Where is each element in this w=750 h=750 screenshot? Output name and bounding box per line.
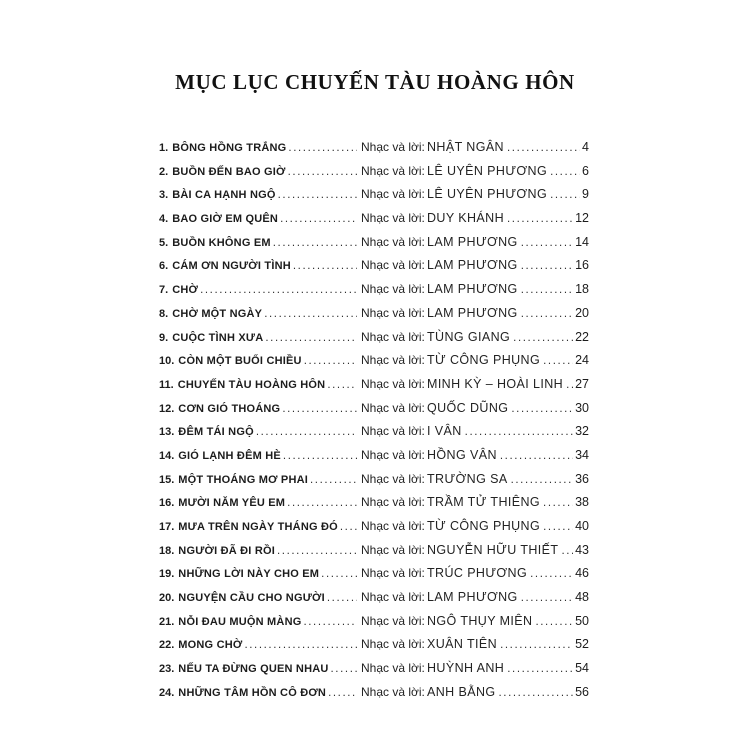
credit-label: Nhạc và lời: [361,376,425,391]
composer-group [427,443,589,469]
song-title-group [159,230,361,256]
song-number: 10. [159,355,175,368]
composer-name: NGÔ THỤY MIÊN [427,613,533,628]
song-title: CHUYẾN TÀU HOÀNG HÔN [177,378,326,391]
dot-leader [561,538,573,564]
song-title: MONG CHỜ [178,639,243,652]
credit-label: Nhạc và lời: [361,353,425,368]
song-title: CƠN GIÓ THOÁNG [178,402,281,415]
dot-leader [543,490,573,516]
dot-leader [288,159,357,185]
composer-name: LÊ UYÊN PHƯƠNG [427,187,548,202]
toc-row [159,325,589,349]
song-title: BUỒN KHÔNG EM [172,236,271,249]
song-number: 5. [159,236,169,249]
composer-name: XUÂN TIÊN [427,637,498,652]
song-number: 24. [159,686,175,699]
dot-leader [321,561,357,587]
composer-group [427,467,589,493]
dot-leader [280,206,357,232]
toc-row [159,230,589,254]
song-title: CHỜ [172,284,199,297]
composer-name: ANH BẰNG [427,684,496,699]
dot-leader [511,396,573,422]
credit-label: Nhạc và lời: [361,400,425,415]
credit-label: Nhạc và lời: [361,305,425,320]
song-number: 7. [159,284,169,297]
composer-name: LÊ UYÊN PHƯƠNG [427,163,548,178]
song-title-group [159,348,361,374]
song-title: BAO GIỜ EM QUÊN [172,213,279,226]
composer-group [427,230,589,256]
composer-group [427,538,589,564]
composer-group [427,182,589,208]
song-number: 14. [159,449,175,462]
page-number: 38 [575,495,589,510]
song-number: 2. [159,165,169,178]
song-number: 23. [159,663,175,676]
toc-row [159,348,589,372]
dot-leader [521,230,573,256]
song-title: MƯỜI NĂM YÊU EM [178,497,286,510]
dot-leader [256,419,357,445]
song-number: 20. [159,592,175,605]
composer-name: TỪ CÔNG PHỤNG [427,519,541,533]
page-number: 18 [575,282,589,297]
credit-label: Nhạc và lời: [361,613,425,628]
credit-label: Nhạc và lời: [361,424,425,439]
composer-name: TRẦM TỬ THIÊNG [427,495,541,510]
dot-leader [507,656,573,682]
dot-leader [310,467,357,493]
composer-group [427,680,589,706]
dot-leader [499,680,574,706]
composer-group [427,561,589,587]
credit-label: Nhạc và lời: [361,211,425,226]
credit-label: Nhạc và lời: [361,234,425,249]
song-title-group [159,561,361,587]
song-number: 13. [159,426,175,439]
credit-label: Nhạc và lời: [361,163,425,178]
dot-leader [278,182,357,208]
song-number: 17. [159,521,175,533]
composer-group [427,585,589,611]
song-title-group [159,253,361,279]
toc-row [159,301,589,325]
dot-leader [287,490,357,516]
page-number: 16 [575,258,589,273]
composer-group [427,206,589,232]
song-title: BÀI CA HẠNH NGỘ [172,189,276,202]
song-title-group [159,680,361,706]
page-number: 43 [575,542,589,557]
page-number: 6 [582,163,589,178]
song-title-group [159,396,361,422]
dot-leader [277,538,357,564]
credit-label: Nhạc và lời: [361,258,425,273]
toc-row [159,467,589,491]
page-number: 52 [575,637,589,652]
song-title-group [159,609,361,635]
credit-label: Nhạc và lời: [361,471,425,486]
dot-leader [327,372,357,398]
credit-label: Nhạc và lời: [361,329,425,344]
dot-leader [521,253,573,279]
dot-leader [511,467,574,493]
dot-leader [244,632,357,658]
page-number: 12 [575,211,589,226]
dot-leader [521,585,573,611]
composer-name: TỪ CÔNG PHỤNG [427,353,541,368]
toc-row [159,135,589,159]
song-number: 18. [159,544,175,557]
composer-group [427,514,589,540]
dot-leader [543,348,573,374]
page-number: 32 [575,424,589,439]
credit-label: Nhạc và lời: [361,684,425,699]
song-number: 21. [159,615,175,628]
composer-group [427,632,589,658]
toc-row [159,490,589,514]
song-number: 9. [159,331,169,344]
page-number: 56 [575,684,589,699]
toc-row [159,561,589,585]
page-number: 27 [575,376,589,391]
page-number: 9 [582,187,589,202]
page-number: 54 [575,661,589,676]
toc-row [159,159,589,183]
credit-label: Nhạc và lời: [361,282,425,297]
toc-row [159,443,589,467]
toc-row [159,656,589,680]
dot-leader [543,514,573,540]
dot-leader [304,348,357,374]
composer-group [427,372,589,398]
song-title: BUỒN ĐẾN BAO GIỜ [172,165,286,178]
song-title-group [159,182,361,208]
song-title-group [159,585,361,611]
dot-leader [273,230,357,256]
composer-group [427,135,589,161]
composer-name: HỒNG VÂN [427,447,497,462]
song-title-group [159,467,361,493]
song-title-group [159,372,361,398]
composer-name: LAM PHƯƠNG [427,305,518,320]
composer-name: TÙNG GIANG [427,329,511,344]
toc-row [159,419,589,443]
composer-name: MINH KỲ – HOÀI LINH [427,376,564,391]
song-number: 11. [159,378,174,391]
song-title: CÁM ƠN NGƯỜI TÌNH [172,260,291,273]
page-number: 14 [575,234,589,249]
page-title: MỤC LỤC CHUYẾN TÀU HOÀNG HÔN [175,70,575,94]
composer-name: LAM PHƯƠNG [427,590,518,605]
dot-leader [507,206,573,232]
dot-leader [282,396,357,422]
toc-row [159,253,589,277]
toc-list [159,135,589,704]
toc-row [159,182,589,206]
dot-leader [550,159,580,185]
song-number: 3. [159,189,169,202]
song-title: CUỘC TÌNH XƯA [172,331,264,344]
composer-group [427,325,589,351]
dot-leader [328,680,357,706]
page-number: 34 [575,447,589,462]
song-title-group [159,514,361,540]
song-title: NGUYỆN CẦU CHO NGƯỜI [178,592,325,605]
song-number: 19. [159,568,175,581]
composer-group [427,159,589,185]
dot-leader [535,609,573,635]
credit-label: Nhạc và lời: [361,566,425,581]
song-number: 12. [159,402,175,415]
page-number: 30 [575,400,589,415]
composer-name: QUỐC DŨNG [427,400,509,415]
composer-name: HUỲNH ANH [427,661,505,676]
dot-leader [566,372,573,398]
page-number: 22 [575,329,589,344]
dot-leader [340,514,357,540]
song-title-group [159,490,361,516]
composer-group [427,656,589,682]
toc-row [159,206,589,230]
dot-leader [327,585,357,611]
song-title-group [159,206,361,232]
toc-row [159,585,589,609]
dot-leader [500,443,573,469]
composer-group [427,419,589,445]
page-number: 50 [575,613,589,628]
dot-leader [283,443,357,469]
dot-leader [513,325,573,351]
composer-group [427,348,589,374]
song-title: NHỮNG LỜI NÀY CHO EM [178,568,320,581]
song-title-group [159,419,361,445]
song-title-group [159,538,361,564]
page-number: 46 [575,566,589,581]
page-number: 40 [575,519,589,533]
song-number: 4. [159,213,169,226]
song-number: 8. [159,307,169,320]
dot-leader [264,301,357,327]
song-title: NGƯỜI ĐÃ ĐI RỒI [178,544,275,557]
credit-label: Nhạc và lời: [361,519,425,533]
song-title: CHỜ MỘT NGÀY [172,307,263,320]
song-number: 16. [159,497,175,510]
dot-leader [200,277,357,303]
song-number: 15. [159,473,175,486]
dot-leader [303,609,357,635]
dot-leader [465,419,573,445]
credit-label: Nhạc và lời: [361,637,425,652]
song-number: 22. [159,639,175,652]
composer-name: NHẬT NGÂN [427,140,504,154]
dot-leader [331,656,357,682]
composer-name: TRÚC PHƯƠNG [427,566,528,581]
dot-leader [265,325,357,351]
credit-label: Nhạc và lời: [361,542,425,557]
composer-name: I VÂN [427,424,462,439]
song-number: 1. [159,142,169,154]
page-number: 20 [575,305,589,320]
toc-row [159,396,589,420]
song-title: NHỮNG TÂM HỒN CÔ ĐƠN [178,686,327,699]
page-number: 48 [575,590,589,605]
song-title-group [159,656,361,682]
dot-leader [550,182,580,208]
song-title: NỖI ĐAU MUỘN MÀNG [178,615,302,628]
composer-group [427,253,589,279]
page-number: 4 [582,140,589,154]
song-title-group [159,632,361,658]
song-title: NẾU TA ĐỪNG QUEN NHAU [178,663,329,676]
credit-label: Nhạc và lời: [361,447,425,462]
song-title-group [159,325,361,351]
credit-label: Nhạc và lời: [361,187,425,202]
song-title: MỘT THOÁNG MƠ PHAI [178,473,308,486]
song-title: ĐÊM TÁI NGỘ [178,426,254,439]
page-number: 24 [575,353,589,368]
composer-group [427,301,589,327]
credit-label: Nhạc và lời: [361,495,425,510]
dot-leader [530,561,573,587]
song-title-group [159,443,361,469]
song-title-group [159,159,361,185]
toc-row [159,680,589,704]
composer-group [427,609,589,635]
toc-row [159,277,589,301]
credit-label: Nhạc và lời: [361,661,425,676]
song-title: BÔNG HỒNG TRẮNG [172,142,287,154]
toc-row [159,609,589,633]
song-title: GIÓ LẠNH ĐÊM HÈ [178,449,281,462]
composer-name: LAM PHƯƠNG [427,234,518,249]
composer-name: TRƯỜNG SA [427,471,508,486]
song-title-group [159,301,361,327]
toc-row [159,538,589,562]
toc-row [159,514,589,538]
composer-group [427,490,589,516]
credit-label: Nhạc và lời: [361,140,425,154]
song-title-group [159,135,361,161]
toc-row [159,632,589,656]
credit-label: Nhạc và lời: [361,590,425,605]
dot-leader [507,135,580,161]
dot-leader [521,301,573,327]
composer-group [427,277,589,303]
composer-name: LAM PHƯƠNG [427,282,518,297]
dot-leader [288,135,357,161]
song-title: CÒN MỘT BUỔI CHIỀU [178,355,302,368]
page-number: 36 [575,471,589,486]
song-title: MƯA TRÊN NGÀY THÁNG ĐÓ [178,521,338,533]
dot-leader [293,253,357,279]
dot-leader [500,632,573,658]
toc-row [159,372,589,396]
composer-name: DUY KHÁNH [427,211,504,226]
song-title-group [159,277,361,303]
composer-name: LAM PHƯƠNG [427,258,518,273]
composer-name: NGUYỄN HỮU THIẾT [427,542,559,557]
dot-leader [521,277,573,303]
song-number: 6. [159,260,169,273]
composer-group [427,396,589,422]
